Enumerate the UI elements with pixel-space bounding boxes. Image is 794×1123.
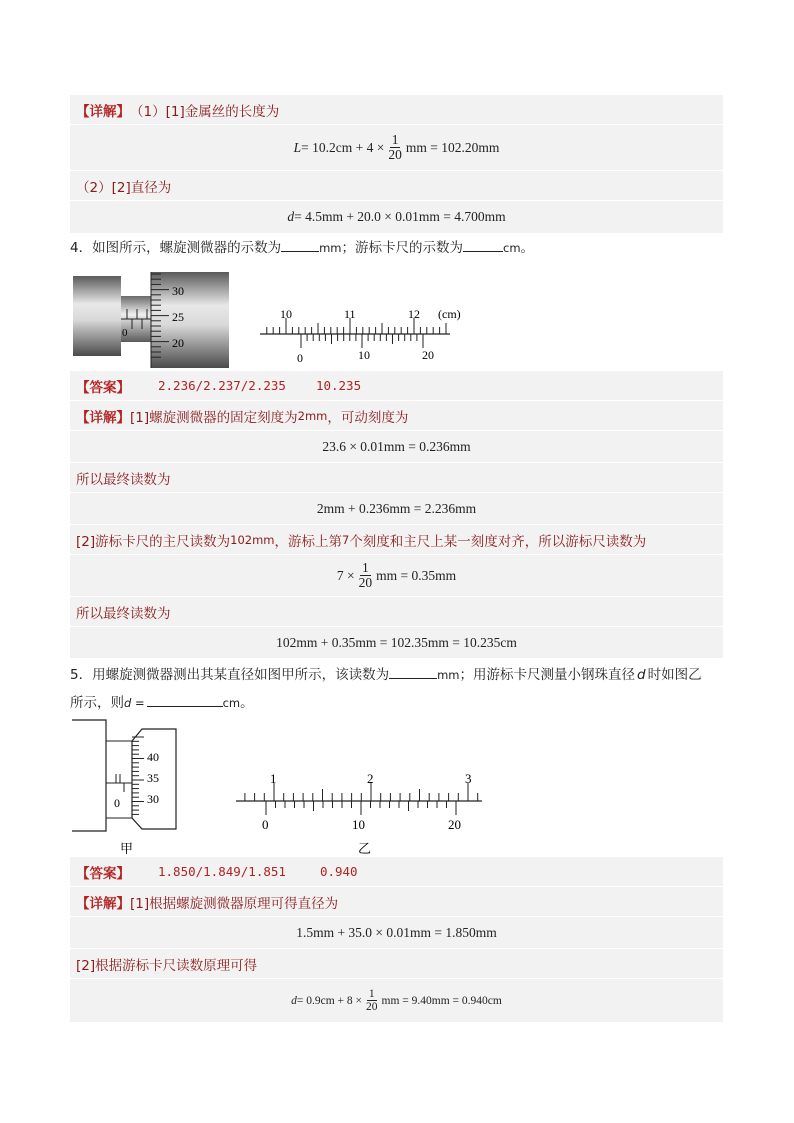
q3-detail-row	[70, 95, 723, 125]
q5-detail-row1: 【详解】 [1]根据螺旋测微器原理可得直径为	[70, 887, 723, 917]
micrometer-frame	[73, 276, 121, 356]
q3-detail-block	[70, 95, 723, 234]
caption-jia: 甲	[120, 841, 134, 856]
svg-text:20: 20	[448, 817, 461, 832]
detail-text: （1）[1]金属丝的长度为	[130, 103, 280, 120]
q5-eq2: d = 0.9cm + 8 × $\frac{1}{20}$ mm = 9.40mm = 0.940cm	[70, 979, 723, 1023]
jia-tick-35: 35	[147, 771, 159, 785]
caliper-vernier-20: 20	[422, 348, 434, 362]
caliper-main-11: 11	[344, 307, 356, 321]
caliper-main-12: 12	[408, 307, 420, 321]
page-content	[70, 95, 723, 1023]
q4-detail-row2: [2]游标卡尺的主尺读数为 102mm ，游标上第 7 个刻度和主尺上某一刻度对齐，所以游标尺读数为	[70, 525, 723, 555]
micrometer-tick-20: 20	[172, 336, 184, 350]
svg-text:10: 10	[352, 817, 365, 832]
q4-figures	[70, 266, 723, 371]
svg-text:0: 0	[262, 817, 269, 832]
q5-detail-row2: [2]根据游标卡尺读数原理可得	[70, 949, 723, 979]
q4-eq3: 7 × $\frac{1}{20}$ mm = 0.35mm	[70, 555, 723, 597]
q4-eq1: 23.6 × 0.01mm = 0.236mm	[70, 431, 723, 463]
fraction: $\frac{1}{20}$	[388, 131, 402, 162]
q4-eq4: 102mm + 0.35mm = 102.35mm = 10.235cm	[70, 627, 723, 659]
caliper-vernier-0: 0	[297, 351, 303, 365]
svg-text:2: 2	[367, 771, 374, 786]
q4-final1-row: 所以最终读数为	[70, 463, 723, 493]
q5-answer-row: 【答案】 1.850/1.849/1.851 0.940	[70, 857, 723, 887]
detail-tag: 【详解】	[76, 103, 130, 120]
svg-text:0: 0	[114, 796, 120, 810]
answer-1: 2.236/2.237/2.235	[158, 378, 286, 393]
q5-figures	[70, 717, 723, 857]
micrometer-jia-figure	[72, 720, 176, 856]
jia-tick-30: 30	[147, 792, 159, 806]
q4-answer-block	[70, 371, 723, 659]
q3-eq1: L = 10.2cm + 4 × $\frac{1}{20}$ mm = 102.20mm	[70, 125, 723, 171]
caption-yi: 乙	[358, 841, 372, 856]
fraction: $\frac{1}{20}$	[366, 987, 378, 1013]
micrometer-thimble	[151, 272, 229, 368]
svg-text:3: 3	[465, 771, 472, 786]
q4-eq2: 2mm + 0.236mm = 2.236mm	[70, 493, 723, 525]
q5-question: 5．用螺旋测微器测出其某直径如图甲所示，该读数为 mm；用游标卡尺测量小钢珠直径 d 时如图乙 所示，则d = cm。	[70, 667, 702, 711]
fraction: $\frac{1}{20}$	[358, 559, 373, 590]
caliper-yi-figure	[236, 771, 482, 856]
micrometer-zero: 0	[122, 327, 128, 339]
svg-text:1: 1	[270, 771, 277, 786]
q4-detail-row1: 【详解】 [1]螺旋测微器的固定刻度为 2mm ，可动刻度为	[70, 401, 723, 431]
q4-answer-row: 【答案】 2.236/2.237/2.235 10.235	[70, 371, 723, 401]
q5-answer-block	[70, 857, 723, 1023]
caliper-unit: (cm)	[438, 307, 461, 321]
q5-eq1: 1.5mm + 35.0 × 0.01mm = 1.850mm	[70, 917, 723, 949]
q3-eq2: d = 4.5mm + 20.0 × 0.01mm = 4.700mm	[70, 201, 723, 234]
q3-part2-row	[70, 171, 723, 201]
jia-tick-40: 40	[147, 750, 159, 764]
caliper-main-10: 10	[280, 307, 292, 321]
micrometer-tick-25: 25	[172, 310, 184, 324]
q4-figure-svg	[70, 266, 723, 371]
q5-figure-svg	[70, 717, 723, 857]
caliper-figure	[260, 307, 461, 365]
caliper-vernier-10: 10	[358, 348, 370, 362]
q4-question: 4．如图所示，螺旋测微器的示数为 mm；游标卡尺的示数为 cm。	[70, 240, 535, 256]
part2-text: （2）[2]直径为	[76, 179, 172, 196]
q4-final2-row: 所以最终读数为	[70, 597, 723, 627]
answer-2: 10.235	[315, 378, 362, 393]
micrometer-tick-30: 30	[172, 284, 184, 298]
micrometer-figure	[73, 272, 229, 368]
